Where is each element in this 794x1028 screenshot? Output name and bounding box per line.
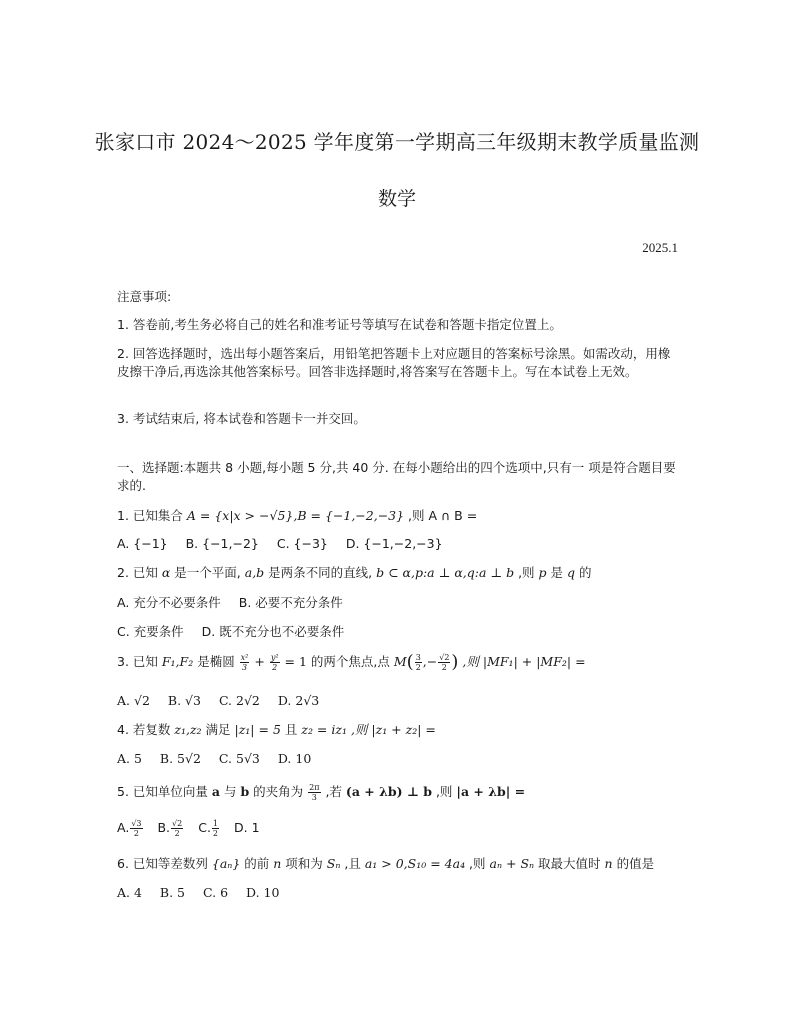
q2-stem-3: 是两条不同的直线,: [264, 565, 377, 580]
q4-stem-2: 满足: [201, 722, 235, 737]
q3-two2: 2: [415, 663, 421, 672]
q3-three: 3: [241, 663, 248, 672]
q2-p: p: [538, 565, 547, 580]
q1-set-b: ,B = {−1,−2,−3}: [293, 508, 405, 523]
q3-option-c: C. 2√2: [218, 693, 260, 708]
q5-option-c-label: C.: [198, 820, 211, 835]
q5-three: 3: [311, 793, 317, 802]
q4-option-c: C. 5√3: [218, 751, 260, 766]
q6-n: n: [273, 856, 282, 871]
q5-option-a-frac: [130, 819, 142, 838]
q2-option-b: B. 必要不充分条件: [238, 595, 343, 610]
q2-q: q: [567, 565, 576, 580]
q3-plus: +: [250, 654, 269, 669]
q4-condition-2: z₂ = iz₁: [301, 722, 347, 737]
q4-stem-4: ,则 |z₁ + z₂| =: [346, 722, 436, 737]
q3-eq1: = 1: [280, 654, 307, 669]
q3-stem-4: ,则 |MF₁| + |MF₂| =: [458, 654, 586, 669]
q5-option-b-num: √2: [172, 819, 183, 828]
q5-stem-1: 5. 已知单位向量: [117, 784, 212, 799]
q5-stem-2: 与: [219, 784, 241, 799]
q6-expression: aₙ + Sₙ: [489, 856, 535, 871]
question-5: [117, 783, 677, 802]
q2-stem-2: 是一个平面,: [170, 565, 245, 580]
q5-option-a-label: A.: [117, 820, 130, 835]
q1-tail: ,则 A ∩ B =: [404, 508, 478, 523]
q4-stem-3: 且: [280, 722, 302, 737]
q3-option-b: B. √3: [167, 693, 201, 708]
q1-set-a: A = {x|x > −√5}: [186, 508, 294, 523]
exam-title: 张家口市 2024～2025 学年度第一学期高三年级期末教学质量监测: [94, 130, 700, 154]
q6-options: [117, 884, 677, 902]
q3-options: [117, 692, 677, 710]
q1-option-b: B. {−1,−2}: [185, 536, 259, 551]
q6-stem-4: ,且: [340, 856, 365, 871]
notice-item-3: 3. 考试结束后, 将本试卷和答题卡一并交回。: [117, 411, 366, 426]
notice-item-2: 2. 回答选择题时，选出每小题答案后，用铅笔把答题卡上对应题目的答案标号涂黑。如需改动，用橡皮擦干净后,再选涂其他答案标号。回答非选择题时,将答案写在答题卡上。写在本试卷上无效。: [117, 346, 671, 379]
question-4: [117, 721, 677, 739]
q4-stem-1: 4. 若复数: [117, 722, 175, 737]
q4-option-b: B. 5√2: [159, 751, 201, 766]
q3-frac-y: [270, 653, 280, 672]
q5-option-d: D. 1: [234, 820, 260, 835]
q6-sequence: {aₙ}: [211, 856, 241, 871]
q2-alpha: α: [161, 565, 171, 580]
q6-stem-6: 取最大值时: [534, 856, 605, 871]
q6-option-d: D. 10: [246, 885, 280, 900]
q5-option-c-num: 1: [212, 819, 219, 828]
q5-stem-5: ,则: [431, 784, 457, 799]
q1-option-c: C. {−3}: [276, 536, 328, 551]
q3-stem-1: 3. 已知: [117, 654, 162, 669]
q6-stem-5: ,则: [465, 856, 490, 871]
q3-paren-open: (: [406, 651, 414, 673]
q3-y2: y²: [270, 653, 279, 662]
q3-foci: F₁,F₂: [161, 654, 194, 669]
question-3: [117, 653, 677, 672]
q6-condition: a₁ > 0,S₁₀ = 4a₄: [364, 856, 466, 871]
q3-frac-sqrt2-2: [438, 653, 450, 672]
q5-two-pi: 2π: [309, 783, 320, 792]
q6-stem-7: 的值是: [612, 856, 655, 871]
question-6: [117, 855, 677, 873]
q6-option-c: C. 6: [203, 885, 229, 900]
q5-angle-frac: [308, 783, 320, 802]
q2-stem-5: 是: [546, 565, 567, 580]
q5-option-b-frac: [171, 819, 183, 838]
q6-stem-2: 的前: [240, 856, 274, 871]
q6-sn: Sₙ: [326, 856, 341, 871]
q2-condition: b ⊂ α,p:a ⊥ α,q:a ⊥ b: [376, 565, 515, 580]
q4-condition-1: |z₁| = 5: [234, 722, 281, 737]
q5-options: [117, 819, 677, 838]
q5-ask: |a + λb| =: [456, 784, 526, 799]
q5-option-a-den: 2: [133, 829, 139, 838]
notice-item-1: 1. 答卷前,考生务必将自己的姓名和准考证号等填写在试卷和答题卡指定位置上。: [117, 317, 562, 332]
q5-option-c-den: 2: [212, 829, 219, 838]
q6-option-b: B. 5: [159, 885, 186, 900]
q5-vector-b: b: [240, 784, 250, 799]
q4-option-d: D. 10: [277, 751, 312, 766]
q1-option-a: A. {−1}: [117, 536, 168, 551]
q2-options-row-2: [117, 623, 677, 641]
q2-option-d: D. 既不充分也不必要条件: [201, 624, 345, 639]
q2-stem-1: 2. 已知: [117, 565, 162, 580]
q6-option-a: A. 4: [117, 885, 142, 900]
q3-paren-close: ): [451, 651, 459, 673]
q1-stem: 1. 已知集合: [117, 508, 187, 523]
q3-two3: 2: [441, 663, 447, 672]
q3-frac-x: [240, 653, 250, 672]
q5-option-c-frac: [212, 819, 219, 838]
q2-stem-4: ,则: [514, 565, 539, 580]
q3-stem-2: 是椭圆: [193, 654, 239, 669]
question-1: [117, 507, 677, 525]
q5-vector-a: a: [211, 784, 220, 799]
q3-frac-3-2: [415, 653, 422, 672]
q2-options-row-1: [117, 594, 677, 612]
q5-stem-4: ,若: [321, 784, 346, 799]
q6-stem-1: 6. 已知等差数列: [117, 856, 212, 871]
q5-option-a-num: √3: [131, 819, 142, 828]
q5-condition: (a + λb) ⊥ b: [345, 784, 432, 799]
q3-comma-neg: ,−: [422, 654, 438, 669]
q3-option-a: A. √2: [117, 693, 150, 708]
notice-heading: 注意事项:: [117, 289, 172, 304]
q2-option-a: A. 充分不必要条件: [117, 595, 221, 610]
section-1-heading: 一、选择题:本题共 8 小题,每小题 5 分,共 40 分. 在每小题给出的四个选项中,只有一 项是符合题目要求的.: [117, 460, 676, 493]
q1-options: [117, 535, 677, 553]
question-2: [117, 564, 677, 582]
q6-n2: n: [604, 856, 613, 871]
q3-option-d: D. 2√3: [277, 693, 320, 708]
q2-option-c: C. 充要条件: [117, 624, 184, 639]
q3-point-m: M: [393, 654, 407, 669]
q6-stem-3: 项和为: [281, 856, 327, 871]
q1-option-d: D. {−1,−2,−3}: [345, 536, 443, 551]
q5-option-b-den: 2: [174, 829, 180, 838]
q4-option-a: A. 5: [117, 751, 142, 766]
exam-subject: 数学: [377, 188, 416, 210]
q3-three2: 3: [415, 653, 421, 662]
q3-sqrt2: √2: [439, 653, 450, 662]
q2-stem-6: 的: [575, 565, 592, 580]
q3-two: 2: [272, 663, 278, 672]
q2-ab: a,b: [244, 565, 265, 580]
q4-options: [117, 750, 677, 768]
q4-z: z₁,z₂: [174, 722, 202, 737]
q3-stem-3: 的两个焦点,点: [306, 654, 394, 669]
q5-option-b-label: B.: [157, 820, 171, 835]
q3-x2: x²: [240, 653, 249, 662]
exam-date: 2025.1: [642, 240, 678, 255]
q5-stem-3: 的夹角为: [249, 784, 308, 799]
